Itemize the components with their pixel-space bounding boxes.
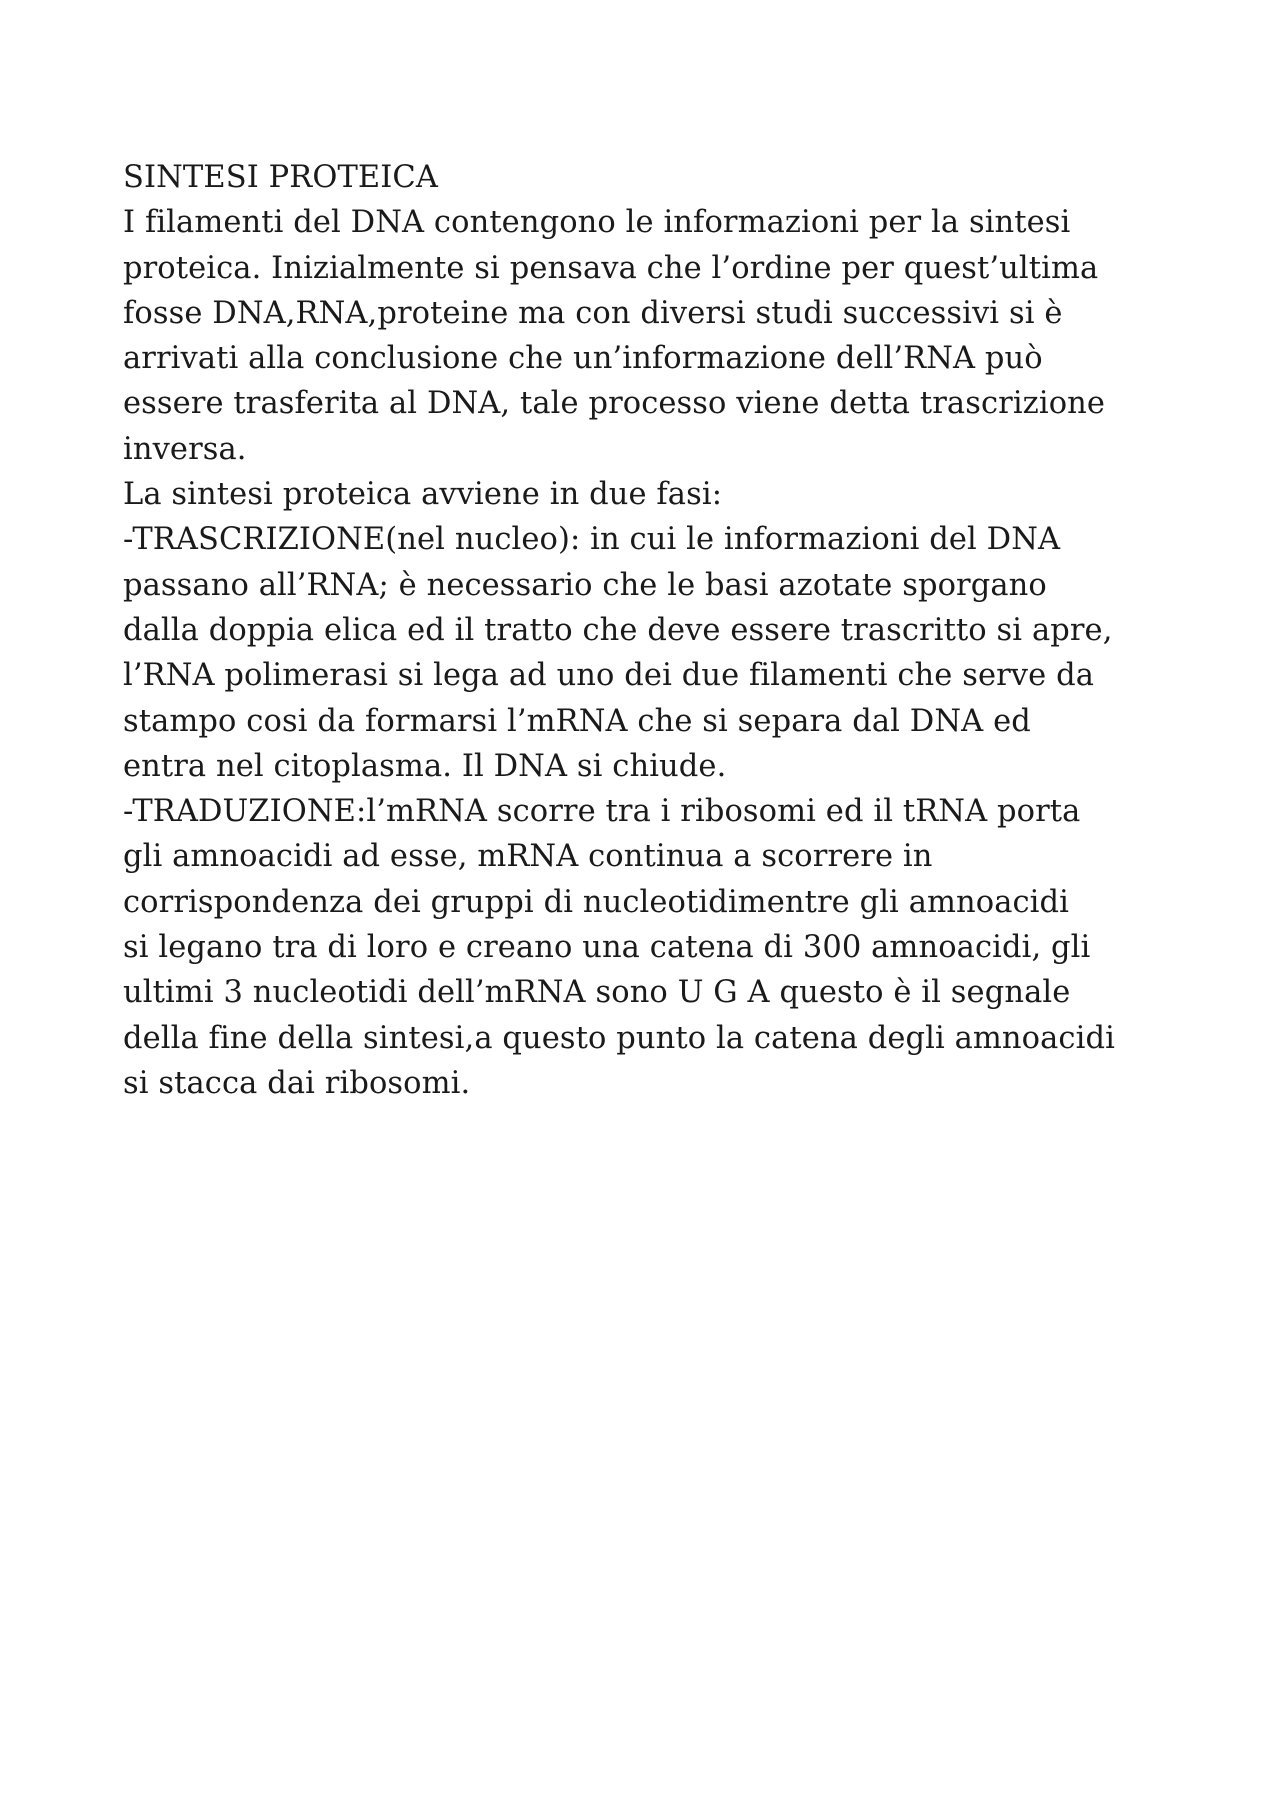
paragraph-line: stampo cosi da formarsi l’mRNA che si separa dal DNA ed: [123, 703, 1031, 739]
document-title: SINTESI PROTEICA: [123, 160, 438, 195]
paragraph-line: La sintesi proteica avviene in due fasi:: [123, 477, 723, 513]
paragraph-line: della fine della sintesi,a questo punto la catena degli amnoacidi: [123, 1020, 1115, 1056]
paragraph-line: I filamenti del DNA contengono le informazioni per la sintesi: [123, 205, 1071, 241]
paragraph-line: dalla doppia elica ed il tratto che deve essere trascritto si apre,: [123, 612, 1113, 648]
paragraph-line: si stacca dai ribosomi.: [123, 1065, 471, 1101]
paragraph-line: corrispondenza dei gruppi di nucleotidimentre gli amnoacidi: [123, 884, 1070, 920]
paragraph-line: inversa.: [123, 431, 247, 467]
paragraph-line: l’RNA polimerasi si lega ad uno dei due filamenti che serve da: [123, 658, 1094, 694]
paragraph-line: gli amnoacidi ad esse, mRNA continua a scorrere in: [123, 839, 933, 875]
paragraph-line: ultimi 3 nucleotidi dell’mRNA sono U G A questo è il segnale: [123, 975, 1071, 1011]
paragraph-line: si legano tra di loro e creano una catena di 300 amnoacidi, gli: [123, 930, 1091, 966]
paragraph-line: arrivati alla conclusione che un’informazione dell’RNA può: [123, 341, 1043, 377]
document-body: [123, 155, 1183, 1106]
paragraph-line: -TRASCRIZIONE(nel nucleo): in cui le informazioni del DNA: [123, 522, 1061, 558]
paragraph-line: essere trasferita al DNA, tale processo viene detta trascrizione: [123, 386, 1106, 422]
paragraph-line: fosse DNA,RNA,proteine ma con diversi studi successivi si è: [123, 295, 1063, 331]
paragraph-line: passano all’RNA; è necessario che le basi azotate sporgano: [123, 567, 1047, 603]
paragraph-line: entra nel citoplasma. Il DNA si chiude.: [123, 748, 727, 784]
paragraph-line: -TRADUZIONE:l’mRNA scorre tra i ribosomi ed il tRNA porta: [123, 794, 1081, 830]
paragraph-line: proteica. Inizialmente si pensava che l’ordine per quest’ultima: [123, 250, 1099, 286]
